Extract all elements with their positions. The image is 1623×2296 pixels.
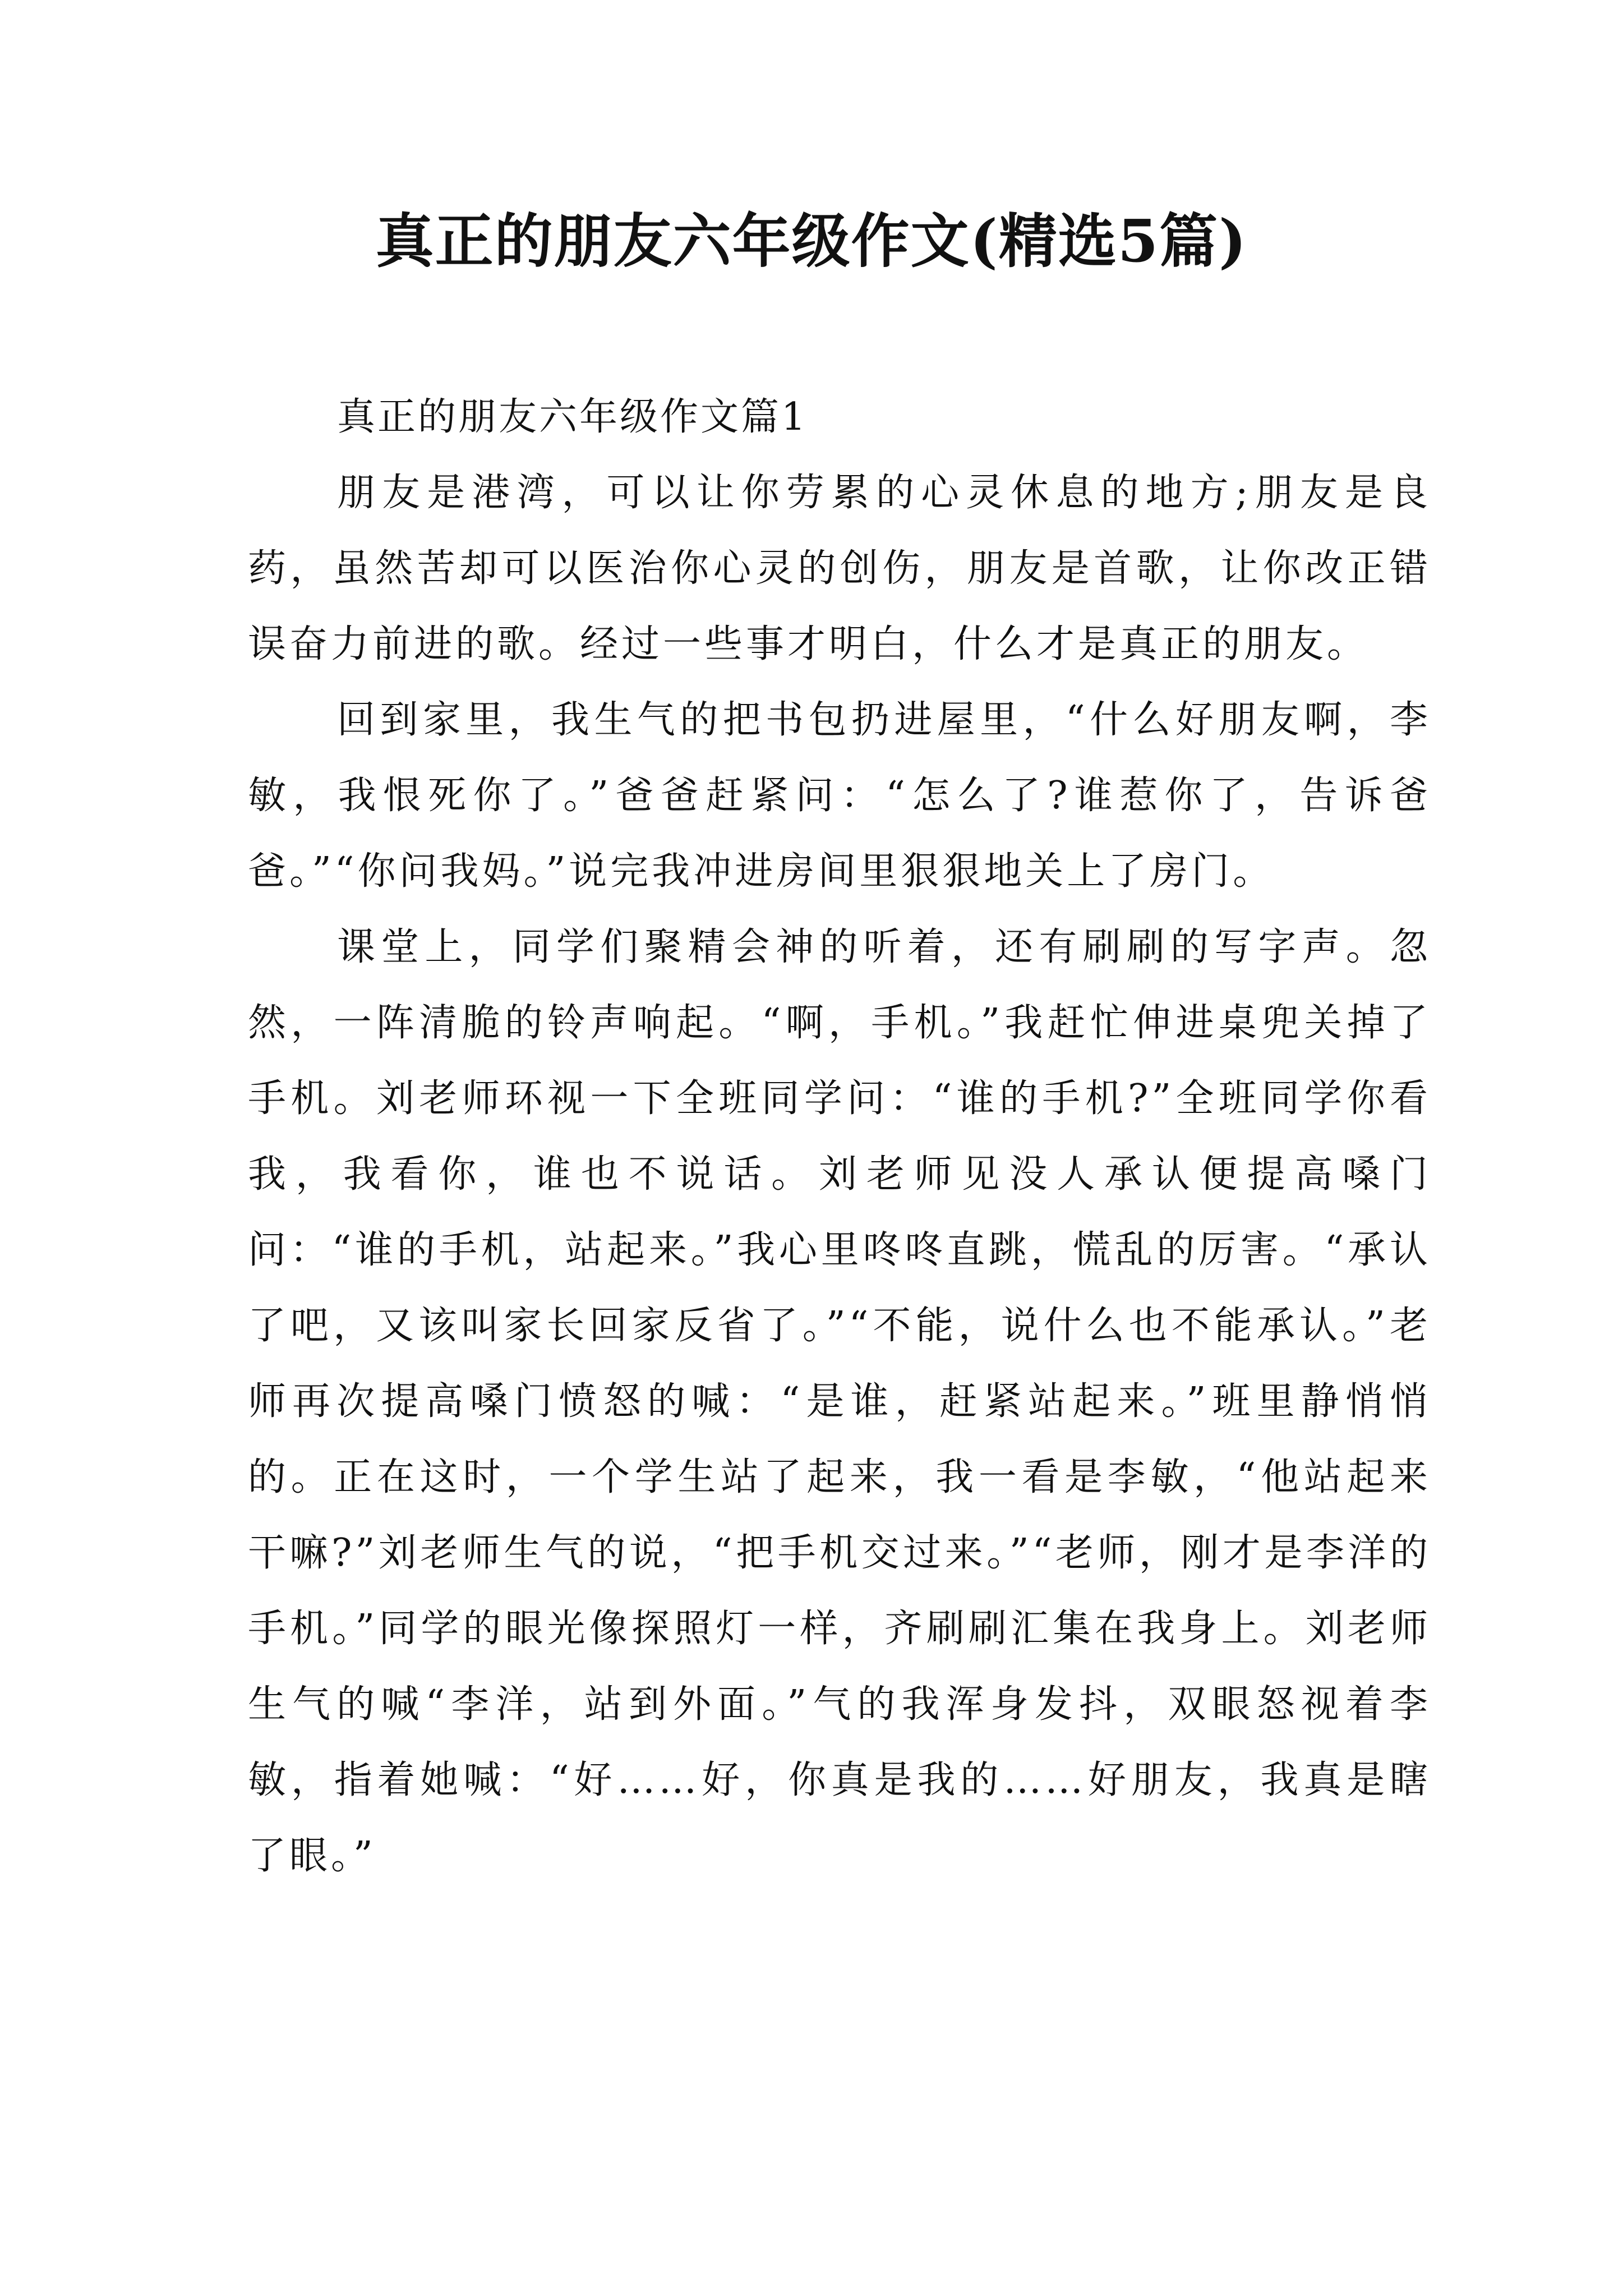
- paragraph: 回到家里，我生气的把书包扔进屋里，“什么好朋友啊，李敏，我恨死你了。”爸爸赶紧问：“怎么了?谁惹你了，告诉爸爸。”“你问我妈。”说完我冲进房间里狠狠地关上了房门。: [248, 698, 1431, 894]
- section-heading: 真正的朋友六年级作文篇1: [337, 395, 808, 439]
- document-title: 真正的朋友六年级作文(精选5篇): [375, 206, 1248, 275]
- paragraph: 课堂上，同学们聚精会神的听着，还有刷刷的写字声。忽然，一阵清脆的铃声响起。“啊，手机。”我赶忙伸进桌兜关掉了手机。刘老师环视一下全班同学问：“谁的手机?”全班同学你看我，我看你，谁也不说话。刘老师见没人承认便提高嗓门问：“谁的手机，站起来。”我心里咚咚直跳，慌乱的厉害。“承认了吧，又该叫家长回家反省了。”“不能，说什么也不能承认。”老师再次提高嗓门愤怒的喊：“是谁，赶紧站起来。”班里静悄悄的。正在这时，一个学生站了起来，我一看是李敏，“他站起来干嘛?”刘老师生气的说，“把手机交过来。”“老师，刚才是李洋的手机。”同学的眼光像探照灯一样，齐刷刷汇集在我身上。刘老师生气的喊“李洋，站到外面。”气的我浑身发抖，双眼怒视着李敏，指着她喊：“好……好，你真是我的……好朋友，我真是瞎了眼。”: [248, 925, 1431, 1878]
- document-body: [248, 379, 1431, 1894]
- paragraph: 朋友是港湾，可以让你劳累的心灵休息的地方;朋友是良药，虽然苦却可以医治你心灵的创伤，朋友是首歌，让你改正错误奋力前进的歌。经过一些事才明白，什么才是真正的朋友。: [248, 471, 1431, 666]
